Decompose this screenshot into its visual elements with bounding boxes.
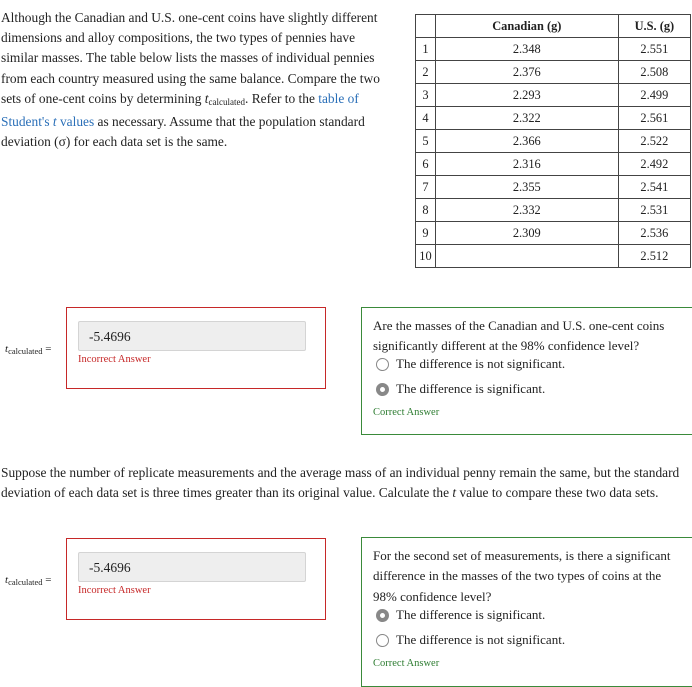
table-row: 3 2.293 2.499 [416,84,691,107]
table-row: 5 2.366 2.522 [416,130,691,153]
question-text-1: Are the masses of the Canadian and U.S. one-cent coins significantly different at the 98% confidence level? [373,318,665,354]
header-index [416,15,436,38]
radio-button-selected[interactable] [376,609,389,622]
table-header-row [416,15,691,38]
option-significant-2[interactable]: The difference is significant. [376,607,545,623]
option-not-significant-2[interactable]: The difference is not significant. [376,632,565,648]
penny-mass-table [415,14,691,268]
option-significant-1[interactable]: The difference is significant. [376,381,545,397]
t-symbol: t [204,90,209,106]
table-row: 4 2.322 2.561 [416,107,691,130]
intro-text-1: Although the Canadian and U.S. one-cent coins have slightly different dimensions and alloy compositions, the two types of pennies have similar masses. The table below lists the masses of individual pennies from each country measured using the same balance. Compare the two sets of one-cent coins by determining [1,10,380,106]
question-text-2: For the second set of measurements, is there a significant difference in the masses of the two types of coins at the 98% confidence level? [373,548,671,604]
intro-text-2: . Refer to the [245,90,319,106]
question-box-2 [361,537,692,687]
table-row: 9 2.309 2.536 [416,222,691,245]
table-row: 8 2.332 2.531 [416,199,691,222]
radio-button-selected[interactable] [376,383,389,396]
table-row: 2 2.376 2.508 [416,61,691,84]
student-t-table-link[interactable]: table of Student's t values [1,90,359,130]
incorrect-feedback-2: Incorrect Answer [78,585,151,596]
radio-button[interactable] [376,358,389,371]
t-calculated-input-1[interactable]: -5.4696 [78,321,306,351]
radio-button[interactable] [376,634,389,647]
t-calculated-label-2: $t_{calculated}$ = [5,574,52,587]
answer-box-2 [66,538,326,620]
t-subscript: calculated [208,96,246,107]
t-calculated-label-1: $t_{calculated}$ = [5,343,52,356]
question-box-1 [361,307,692,435]
problem-intro [1,8,389,152]
part2-instructions: Suppose the number of replicate measurements and the average mass of an individual penny remain the same, but the standard deviation of each data set is three times greater than its original value. Calculate the t value to compare these two data sets. [1,465,680,501]
table-row: 6 2.316 2.492 [416,153,691,176]
header-us: U.S. (g) [618,15,690,38]
intro-text-3: as necessary. Assume that the population standard deviation (σ) for each data set is the same. [1,114,365,150]
table-row: 10 2.512 [416,245,691,268]
header-canadian: Canadian (g) [435,15,618,38]
table-row: 1 2.348 2.551 [416,38,691,61]
correct-feedback-1: Correct Answer [373,407,440,418]
incorrect-feedback-1: Incorrect Answer [78,354,151,365]
correct-feedback-2: Correct Answer [373,658,440,669]
option-not-significant-1[interactable]: The difference is not significant. [376,356,565,372]
table-row: 7 2.355 2.541 [416,176,691,199]
t-calculated-input-2[interactable]: -5.4696 [78,552,306,582]
answer-box-1 [66,307,326,389]
